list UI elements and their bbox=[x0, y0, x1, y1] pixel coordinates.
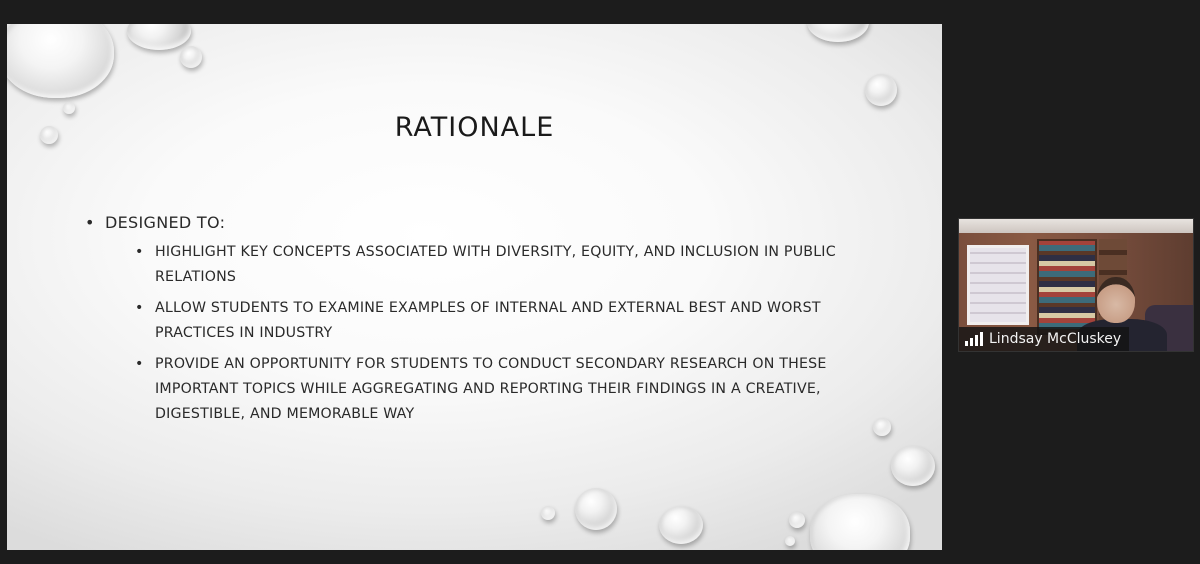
sub-bullet-item: • ALLOW STUDENTS TO EXAMINE EXAMPLES OF INTERNAL AND EXTERNAL BEST AND WORST PRACTICES IN INDUSTRY bbox=[135, 296, 845, 346]
water-drop-decoration bbox=[865, 74, 897, 106]
water-drop-decoration bbox=[180, 46, 202, 68]
water-drop-decoration bbox=[810, 494, 910, 550]
slide-bullet-list bbox=[85, 210, 845, 433]
slide-title: RATIONALE bbox=[394, 112, 555, 143]
bullet-label: DESIGNED TO: bbox=[105, 213, 226, 232]
bullet-item bbox=[85, 210, 845, 427]
participant-name: Lindsay McCluskey bbox=[989, 331, 1122, 347]
water-drop-decoration bbox=[575, 488, 617, 530]
water-drop-decoration bbox=[873, 418, 891, 436]
water-drop-decoration bbox=[7, 24, 114, 98]
water-drop-decoration bbox=[659, 506, 703, 544]
water-drop-decoration bbox=[541, 506, 555, 520]
participant-name-tag bbox=[959, 327, 1129, 351]
water-drop-decoration bbox=[789, 512, 805, 528]
signal-strength-icon bbox=[965, 332, 983, 346]
water-drop-decoration bbox=[891, 446, 935, 486]
shared-slide bbox=[7, 24, 942, 550]
participant-head bbox=[1097, 277, 1135, 323]
sub-bullet-list bbox=[135, 240, 845, 427]
participant-video-tile[interactable] bbox=[958, 218, 1194, 352]
water-drop-decoration bbox=[127, 24, 191, 50]
water-drop-decoration bbox=[807, 24, 869, 42]
water-drop-decoration bbox=[785, 536, 795, 546]
sub-bullet-item: • PROVIDE AN OPPORTUNITY FOR STUDENTS TO CONDUCT SECONDARY RESEARCH ON THESE IMPORTANT TOPICS WHILE AGGREGATING AND REPORTING THEIR FINDINGS IN A CREATIVE, DIGESTIBLE, AND MEMORABLE WAY bbox=[135, 352, 845, 427]
sub-bullet-item: • HIGHLIGHT KEY CONCEPTS ASSOCIATED WITH DIVERSITY, EQUITY, AND INCLUSION IN PUBLIC RELATIONS bbox=[135, 240, 845, 290]
video-bookshelf bbox=[1037, 239, 1097, 335]
video-window bbox=[967, 245, 1029, 325]
